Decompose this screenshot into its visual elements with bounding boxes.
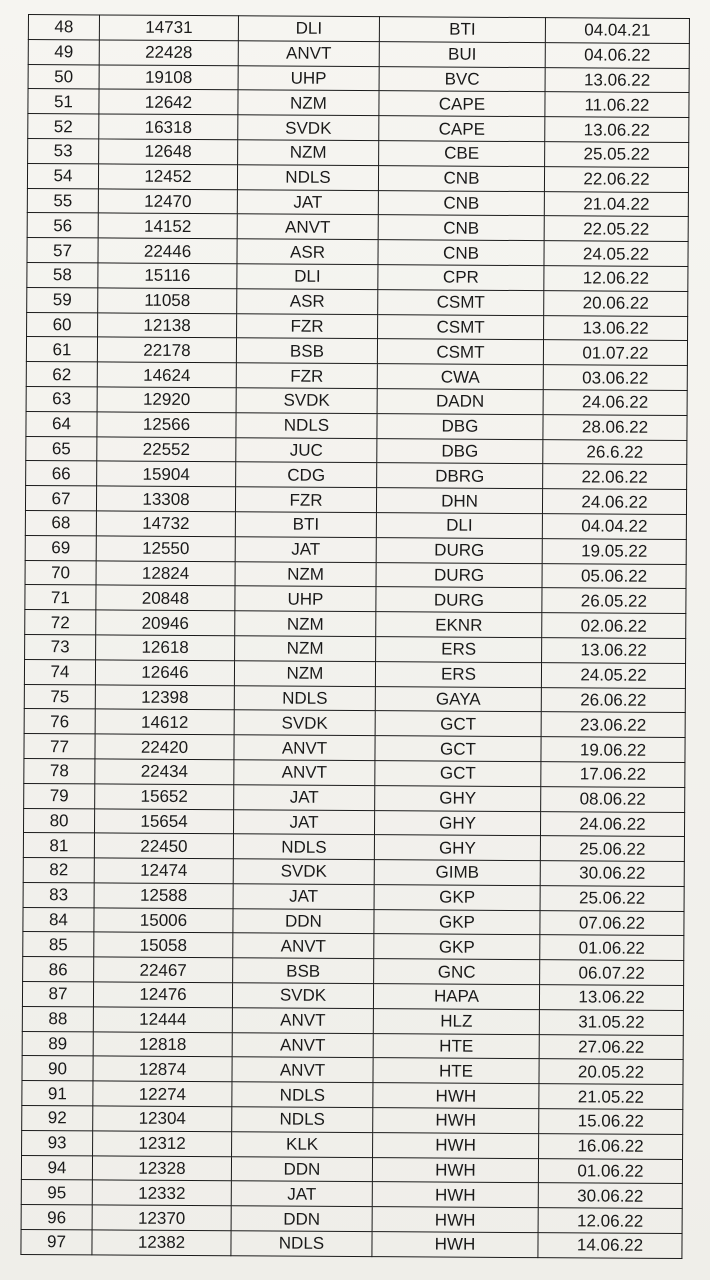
to-station-cell: BUI [379, 41, 545, 67]
date-cell: 22.05.22 [544, 216, 688, 242]
to-station-cell: GHY [374, 810, 540, 836]
date-cell: 04.04.22 [542, 514, 686, 540]
from-station-cell: NZM [234, 660, 375, 686]
to-station-cell: HWH [373, 1083, 539, 1109]
date-cell: 24.06.22 [542, 489, 686, 515]
to-station-cell: HWH [372, 1232, 538, 1258]
date-cell: 01.06.22 [538, 1158, 682, 1184]
from-station-cell: JAT [233, 809, 374, 835]
train-number-cell: 12452 [98, 164, 237, 190]
date-cell: 30.06.22 [538, 1183, 682, 1209]
date-cell: 25.06.22 [540, 836, 684, 862]
from-station-cell: DDN [231, 1156, 372, 1182]
date-cell: 19.05.22 [542, 538, 686, 564]
to-station-cell: CSMT [378, 314, 544, 340]
to-station-cell: ERS [376, 637, 542, 663]
to-station-cell: CSMT [377, 339, 543, 365]
date-cell: 24.06.22 [540, 811, 684, 837]
train-number-cell: 12642 [99, 89, 238, 115]
from-station-cell: JAT [235, 537, 376, 563]
from-station-cell: NZM [235, 636, 376, 662]
train-number-cell: 22428 [99, 40, 238, 66]
serial-number-cell: 93 [22, 1130, 93, 1155]
from-station-cell: NDLS [236, 413, 377, 439]
train-number-cell: 22450 [94, 833, 233, 859]
date-cell: 15.06.22 [539, 1109, 683, 1135]
to-station-cell: DLI [376, 513, 542, 539]
train-number-cell: 15652 [95, 784, 234, 810]
date-cell: 19.06.22 [541, 737, 685, 763]
date-cell: 21.05.22 [539, 1084, 683, 1110]
train-number-cell: 12274 [93, 1081, 232, 1107]
serial-number-cell: 68 [25, 510, 96, 535]
to-station-cell: DBRG [377, 463, 543, 489]
serial-number-cell: 83 [23, 882, 94, 907]
date-cell: 03.06.22 [543, 365, 687, 391]
date-cell: 22.06.22 [543, 464, 687, 490]
date-cell: 24.06.22 [543, 390, 687, 416]
from-station-cell: BSB [233, 958, 374, 984]
from-station-cell: NDLS [231, 1231, 372, 1257]
train-number-cell: 22434 [95, 759, 234, 785]
date-cell: 01.06.22 [540, 935, 684, 961]
serial-number-cell: 66 [26, 461, 97, 486]
train-number-cell: 12332 [92, 1180, 231, 1206]
from-station-cell: BTI [235, 512, 376, 538]
train-number-cell: 12474 [94, 858, 233, 884]
to-station-cell: GCT [375, 711, 541, 737]
train-number-cell: 12470 [98, 189, 237, 215]
from-station-cell: SVDK [232, 983, 373, 1009]
from-station-cell: JAT [231, 1181, 372, 1207]
train-number-cell: 14732 [96, 511, 235, 537]
from-station-cell: ANVT [232, 1057, 373, 1083]
serial-number-cell: 91 [22, 1081, 93, 1106]
train-number-cell: 12550 [96, 536, 235, 562]
from-station-cell: ANVT [234, 760, 375, 786]
train-number-cell: 19108 [99, 65, 238, 91]
train-number-cell: 12138 [98, 312, 237, 338]
serial-number-cell: 87 [22, 982, 93, 1007]
train-number-cell: 22467 [94, 957, 233, 983]
from-station-cell: FZR [236, 363, 377, 389]
to-station-cell: BTI [379, 17, 545, 43]
to-station-cell: HAPA [373, 984, 539, 1010]
serial-number-cell: 55 [27, 188, 98, 213]
train-number-cell: 22446 [98, 238, 237, 264]
from-station-cell: NDLS [232, 1082, 373, 1108]
to-station-cell: CNB [378, 190, 544, 216]
date-cell: 06.07.22 [540, 960, 684, 986]
serial-number-cell: 50 [28, 64, 99, 89]
date-cell: 13.06.22 [542, 638, 686, 664]
to-station-cell: CAPE [379, 91, 545, 117]
serial-number-cell: 80 [23, 808, 94, 833]
train-number-cell: 12398 [95, 684, 234, 710]
from-station-cell: SVDK [238, 115, 379, 141]
serial-number-cell: 70 [25, 560, 96, 585]
date-cell: 25.06.22 [540, 886, 684, 912]
date-cell: 02.06.22 [542, 613, 686, 639]
date-cell: 17.06.22 [541, 762, 685, 788]
serial-number-cell: 97 [21, 1230, 92, 1255]
date-cell: 25.05.22 [545, 142, 689, 168]
train-number-cell: 15116 [98, 263, 237, 289]
to-station-cell: HWH [373, 1108, 539, 1134]
serial-number-cell: 79 [24, 783, 95, 808]
to-station-cell: CNB [378, 240, 544, 266]
to-station-cell: CWA [377, 364, 543, 390]
serial-number-cell: 75 [24, 684, 95, 709]
date-cell: 20.06.22 [544, 290, 688, 316]
date-cell: 26.6.22 [543, 439, 687, 465]
train-number-cell: 15058 [94, 932, 233, 958]
train-number-cell: 12920 [97, 387, 236, 413]
date-cell: 22.06.22 [544, 166, 688, 192]
serial-number-cell: 65 [26, 436, 97, 461]
serial-number-cell: 64 [26, 411, 97, 436]
to-station-cell: CPR [378, 265, 544, 291]
from-station-cell: NDLS [233, 834, 374, 860]
to-station-cell: CNB [378, 215, 544, 241]
to-station-cell: GHY [374, 835, 540, 861]
serial-number-cell: 54 [27, 163, 98, 188]
from-station-cell: ANVT [232, 1032, 373, 1058]
date-cell: 04.06.22 [545, 42, 689, 68]
from-station-cell: NDLS [237, 165, 378, 191]
train-number-cell: 22178 [97, 337, 236, 363]
to-station-cell: HWH [372, 1157, 538, 1183]
from-station-cell: NDLS [234, 685, 375, 711]
serial-number-cell: 82 [23, 858, 94, 883]
date-cell: 13.06.22 [539, 985, 683, 1011]
from-station-cell: FZR [235, 487, 376, 513]
serial-number-cell: 76 [24, 709, 95, 734]
from-station-cell: UHP [238, 65, 379, 91]
serial-number-cell: 56 [27, 213, 98, 238]
to-station-cell: HWH [373, 1132, 539, 1158]
serial-number-cell: 86 [23, 957, 94, 982]
to-station-cell: HWH [372, 1182, 538, 1208]
table-row [21, 1230, 682, 1259]
from-station-cell: NZM [235, 561, 376, 587]
date-cell: 01.07.22 [543, 340, 687, 366]
train-number-cell: 14152 [98, 213, 237, 239]
serial-number-cell: 57 [27, 238, 98, 263]
to-station-cell: CAPE [379, 116, 545, 142]
date-cell: 20.05.22 [539, 1059, 683, 1085]
to-station-cell: ERS [375, 661, 541, 687]
serial-number-cell: 67 [25, 486, 96, 511]
from-station-cell: ANVT [233, 933, 374, 959]
train-schedule-table [20, 14, 690, 1259]
date-cell: 04.04.21 [545, 18, 689, 44]
train-number-cell: 12304 [93, 1106, 232, 1132]
from-station-cell: NZM [238, 140, 379, 166]
serial-number-cell: 84 [23, 907, 94, 932]
serial-number-cell: 61 [26, 337, 97, 362]
train-number-cell: 12566 [97, 412, 236, 438]
date-cell: 27.06.22 [539, 1034, 683, 1060]
to-station-cell: DHN [376, 488, 542, 514]
table-body [21, 15, 690, 1259]
date-cell: 26.05.22 [542, 588, 686, 614]
serial-number-cell: 58 [27, 262, 98, 287]
to-station-cell: DURG [376, 537, 542, 563]
to-station-cell: CBE [379, 141, 545, 167]
train-number-cell: 20946 [96, 610, 235, 636]
from-station-cell: BSB [236, 338, 377, 364]
train-number-cell: 12382 [92, 1230, 231, 1256]
to-station-cell: GKP [374, 909, 540, 935]
date-cell: 13.06.22 [545, 67, 689, 93]
serial-number-cell: 63 [26, 386, 97, 411]
to-station-cell: GKP [374, 934, 540, 960]
serial-number-cell: 74 [24, 659, 95, 684]
train-number-cell: 22552 [97, 436, 236, 462]
from-station-cell: SVDK [236, 388, 377, 414]
serial-number-cell: 69 [25, 535, 96, 560]
from-station-cell: KLK [232, 1132, 373, 1158]
from-station-cell: DLI [238, 16, 379, 42]
train-number-cell: 16318 [99, 114, 238, 140]
from-station-cell: NDLS [232, 1107, 373, 1133]
date-cell: 11.06.22 [545, 92, 689, 118]
from-station-cell: DDN [233, 908, 374, 934]
to-station-cell: CNB [378, 165, 544, 191]
to-station-cell: EKNR [376, 612, 542, 638]
date-cell: 13.06.22 [545, 117, 689, 143]
date-cell: 12.06.22 [538, 1208, 682, 1234]
from-station-cell: ANVT [237, 214, 378, 240]
date-cell: 12.06.22 [544, 266, 688, 292]
date-cell: 24.05.22 [541, 662, 685, 688]
date-cell: 28.06.22 [543, 414, 687, 440]
train-number-cell: 13308 [96, 486, 235, 512]
date-cell: 24.05.22 [544, 241, 688, 267]
from-station-cell: JAT [237, 189, 378, 215]
to-station-cell: DADN [377, 389, 543, 415]
from-station-cell: SVDK [234, 710, 375, 736]
serial-number-cell: 51 [28, 89, 99, 114]
to-station-cell: HWH [372, 1207, 538, 1233]
serial-number-cell: 49 [28, 39, 99, 64]
date-cell: 05.06.22 [542, 563, 686, 589]
to-station-cell: GNC [374, 959, 540, 985]
serial-number-cell: 48 [28, 15, 99, 40]
to-station-cell: GKP [374, 885, 540, 911]
date-cell: 13.06.22 [544, 315, 688, 341]
to-station-cell: GCT [375, 736, 541, 762]
serial-number-cell: 71 [25, 585, 96, 610]
date-cell: 14.06.22 [538, 1233, 682, 1259]
from-station-cell: UHP [235, 586, 376, 612]
date-cell: 31.05.22 [539, 1010, 683, 1036]
date-cell: 08.06.22 [541, 786, 685, 812]
from-station-cell: ANVT [238, 41, 379, 67]
train-number-cell: 14731 [99, 15, 238, 41]
serial-number-cell: 92 [22, 1106, 93, 1131]
serial-number-cell: 73 [25, 634, 96, 659]
train-number-cell: 12588 [94, 883, 233, 909]
to-station-cell: DURG [376, 562, 542, 588]
serial-number-cell: 95 [21, 1180, 92, 1205]
serial-number-cell: 90 [22, 1056, 93, 1081]
train-number-cell: 12618 [96, 635, 235, 661]
to-station-cell: GAYA [375, 686, 541, 712]
serial-number-cell: 88 [22, 1006, 93, 1031]
serial-number-cell: 53 [28, 138, 99, 163]
to-station-cell: CSMT [378, 289, 544, 315]
from-station-cell: FZR [237, 313, 378, 339]
from-station-cell: ANVT [234, 735, 375, 761]
from-station-cell: ANVT [232, 1008, 373, 1034]
to-station-cell: HTE [373, 1033, 539, 1059]
train-number-cell: 11058 [98, 288, 237, 314]
to-station-cell: HTE [373, 1058, 539, 1084]
train-number-cell: 12370 [92, 1205, 231, 1231]
serial-number-cell: 59 [27, 287, 98, 312]
serial-number-cell: 94 [21, 1155, 92, 1180]
train-number-cell: 12646 [95, 660, 234, 686]
train-number-cell: 12824 [96, 560, 235, 586]
train-number-cell: 15904 [97, 461, 236, 487]
train-number-cell: 12312 [93, 1131, 232, 1157]
serial-number-cell: 89 [22, 1031, 93, 1056]
train-number-cell: 12476 [93, 982, 232, 1008]
to-station-cell: GHY [375, 785, 541, 811]
serial-number-cell: 72 [25, 610, 96, 635]
date-cell: 30.06.22 [540, 861, 684, 887]
serial-number-cell: 81 [23, 833, 94, 858]
from-station-cell: NZM [238, 90, 379, 116]
from-station-cell: DDN [231, 1206, 372, 1232]
serial-number-cell: 60 [27, 312, 98, 337]
to-station-cell: GIMB [374, 860, 540, 886]
from-station-cell: JUC [236, 437, 377, 463]
train-number-cell: 12444 [93, 1007, 232, 1033]
train-number-cell: 12874 [93, 1056, 232, 1082]
train-number-cell: 14624 [97, 362, 236, 388]
date-cell: 07.06.22 [540, 910, 684, 936]
train-number-cell: 12648 [99, 139, 238, 165]
to-station-cell: DBG [377, 438, 543, 464]
to-station-cell: DURG [376, 587, 542, 613]
train-number-cell: 14612 [95, 709, 234, 735]
date-cell: 23.06.22 [541, 712, 685, 738]
serial-number-cell: 62 [26, 362, 97, 387]
date-cell: 16.06.22 [539, 1133, 683, 1159]
to-station-cell: HLZ [373, 1009, 539, 1035]
date-cell: 26.06.22 [541, 687, 685, 713]
from-station-cell: SVDK [233, 859, 374, 885]
to-station-cell: GCT [375, 761, 541, 787]
serial-number-cell: 96 [21, 1205, 92, 1230]
date-cell: 21.04.22 [544, 191, 688, 217]
from-station-cell: ASR [237, 239, 378, 265]
from-station-cell: ASR [237, 289, 378, 315]
serial-number-cell: 77 [24, 734, 95, 759]
from-station-cell: DLI [237, 264, 378, 290]
from-station-cell: NZM [235, 611, 376, 637]
from-station-cell: JAT [234, 784, 375, 810]
serial-number-cell: 52 [28, 114, 99, 139]
train-number-cell: 15654 [94, 808, 233, 834]
train-number-cell: 15006 [94, 908, 233, 934]
train-number-cell: 22420 [95, 734, 234, 760]
train-number-cell: 20848 [96, 585, 235, 611]
from-station-cell: JAT [233, 884, 374, 910]
from-station-cell: CDG [236, 462, 377, 488]
train-number-cell: 12328 [92, 1156, 231, 1182]
serial-number-cell: 85 [23, 932, 94, 957]
to-station-cell: BVC [379, 66, 545, 92]
to-station-cell: DBG [377, 413, 543, 439]
serial-number-cell: 78 [24, 758, 95, 783]
train-number-cell: 12818 [93, 1032, 232, 1058]
